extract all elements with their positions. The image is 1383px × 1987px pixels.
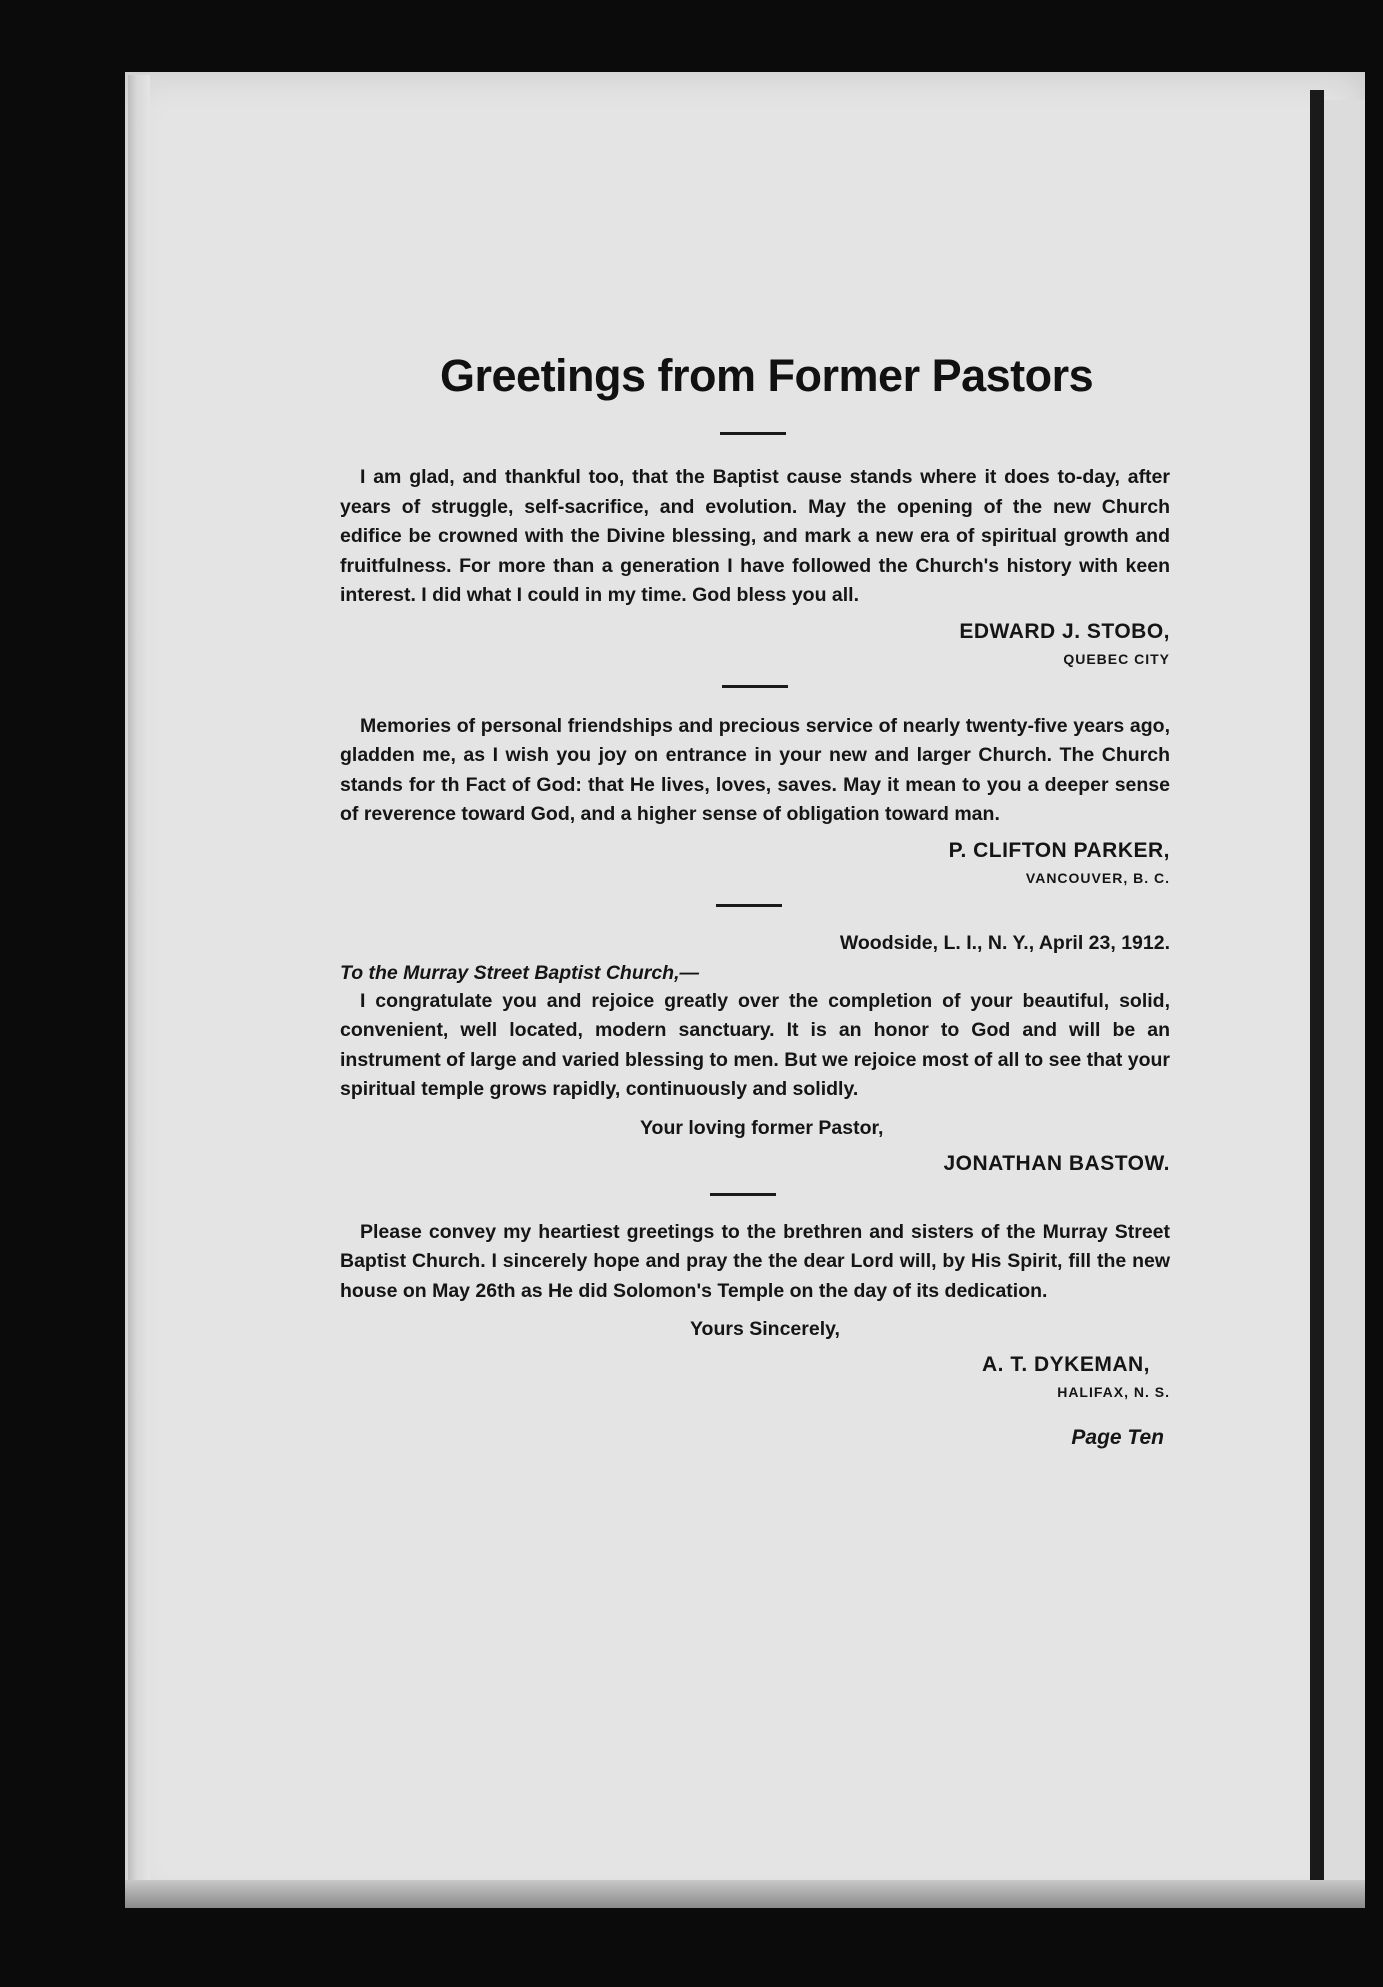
page-number: Page Ten [1071,1426,1164,1449]
page-binding-edge [128,75,150,1895]
letter-closing: Yours Sincerely, [690,1318,840,1340]
page-title: Greetings from Former Pastors [440,350,1094,401]
letter-place: VANCOUVER, B. C. [1025,869,1170,886]
letter-place: QUEBEC CITY [1063,650,1170,667]
letter-signature: EDWARD J. STOBO, [959,619,1170,643]
letter-dateline: Woodside, L. I., N. Y., April 23, 1912. [839,931,1170,954]
letter-signature: A. T. DYKEMAN, [981,1353,1150,1376]
letter-parker [340,712,1170,890]
letter-bastow [340,929,1170,1179]
letter-body: Please convey my heartiest greetings to the brethren and sisters of the Murray Street Baptist Church. I sincerely hope and pray the the dear Lord will, by His Spirit, fill the new house on May 26th as He did Solomon's Temple on the day of its dedication. [340,1220,1170,1302]
next-page-edge [1324,100,1365,1890]
letter-body: I am glad, and thankful too, that the Baptist cause stands where it does to-day, after years of struggle, self-sacrifice, and evolution. May the opening of the new Church edifice be crowned with the Divine blessing, and mark a new era of spiritual growth and fruitfulness. For more than a generation I have followed the Church's history with keen interest. I did what I could in my time. God bless you all. [340,466,1170,606]
letter-signature: P. CLIFTON PARKER, [948,838,1170,862]
letter-stobo [340,463,1170,671]
letter-body: I congratulate you and rejoice greatly over the completion of your beautiful, solid, convenient, well located, modern sanctuary. It is an honor to God and will be an instrument of large and varied blessing to men. But we rejoice most of all to see that your spiritual temple grows rapidly, continuously and solidly. [340,989,1170,1100]
letter-signature: JONATHAN BASTOW. [943,1151,1170,1175]
document-body [340,350,1170,1450]
page-fold [1310,90,1324,1890]
letter-body: Memories of personal friendships and precious service of nearly twenty-five years ago, gladden me, as I wish you joy on entrance in your new and larger Church. The Church stands for th Fact of God: that He lives, loves, saves. May it mean to you a deeper sense of reverence toward God, and a higher sense of obligation toward man. [340,714,1170,825]
letter-closing: Your loving former Pastor, [640,1116,884,1139]
letter-dykeman [340,1218,1170,1405]
page-bottom-edge [125,1880,1365,1908]
divider [710,1193,776,1196]
divider [720,432,786,435]
letter-salutation: To the Murray Street Baptist Church,— [340,961,699,984]
divider [722,685,788,688]
letter-place: HALIFAX, N. S. [1057,1384,1170,1400]
divider [716,904,782,907]
